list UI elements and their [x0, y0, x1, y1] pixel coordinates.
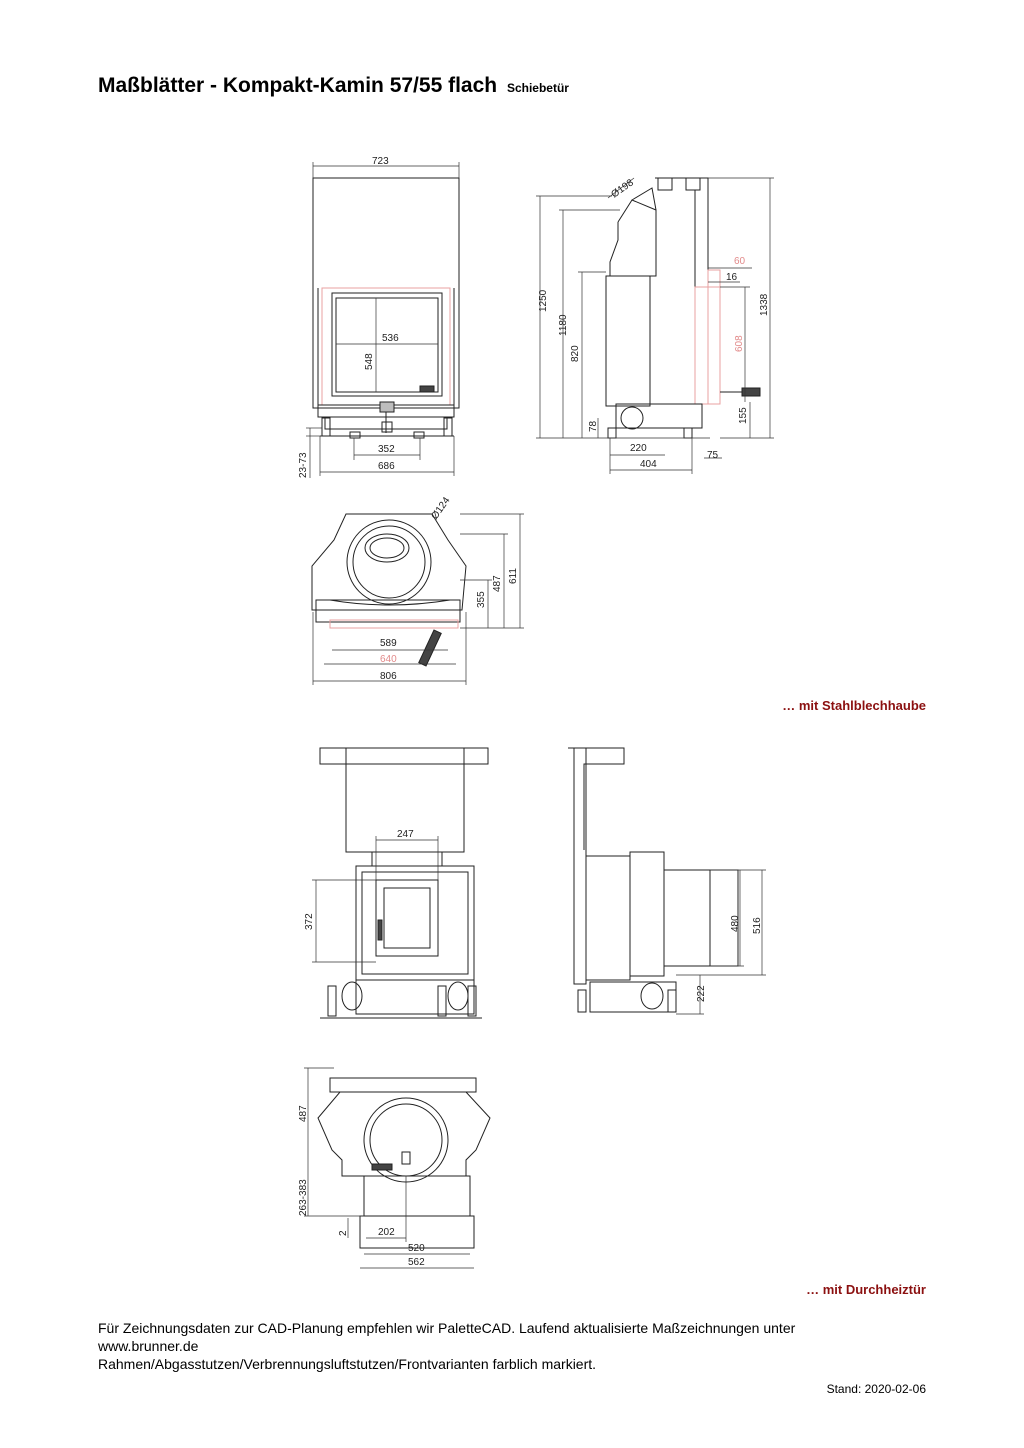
dim-520: 520: [408, 1243, 425, 1254]
dim-247: 247: [397, 829, 414, 840]
dim-155: 155: [738, 407, 749, 424]
top-view-drawing: [312, 495, 524, 685]
side-view-drawing: [536, 177, 774, 474]
dim-516: 516: [752, 917, 763, 934]
dim-263-383: 263-383: [298, 1179, 309, 1216]
dim-60: 60: [734, 256, 746, 267]
front-view-door-drawing: [304, 748, 488, 1018]
dim-372: 372: [304, 913, 315, 930]
dim-820: 820: [570, 345, 581, 362]
dim-806: 806: [380, 671, 397, 682]
footer-line-1: Für Zeichnungsdaten zur CAD-Planung empfehlen wir PaletteCAD. Laufend aktualisierte Maßzeichnungen unter: [98, 1320, 796, 1336]
dim-1250: 1250: [538, 289, 549, 312]
dim-16: 16: [726, 272, 738, 283]
stand-date: Stand: 2020-02-06: [826, 1382, 926, 1396]
dim-686: 686: [378, 461, 395, 472]
dim-222: 222: [696, 985, 707, 1002]
caption-steel-hood: … mit Stahlblechhaube: [782, 698, 926, 713]
dim-202: 202: [378, 1227, 395, 1238]
dim-536: 536: [382, 333, 399, 344]
dim-589: 589: [380, 638, 397, 649]
dim-404: 404: [640, 459, 657, 470]
dim-480: 480: [730, 915, 741, 932]
dim-723: 723: [372, 156, 389, 167]
dim-355: 355: [476, 591, 487, 608]
dim-2: 2: [338, 1230, 349, 1236]
dim-d198: Ø198: [609, 177, 636, 201]
dim-562: 562: [408, 1257, 425, 1268]
top-view-door-drawing: [298, 1068, 490, 1268]
dim-d124: Ø124: [429, 495, 453, 522]
title-sub: Schiebetür: [506, 81, 569, 95]
dim-487: 487: [492, 575, 503, 592]
caption-through-door: … mit Durchheiztür: [806, 1282, 926, 1297]
dim-608: 608: [734, 335, 745, 352]
dim-352: 352: [378, 444, 395, 455]
title-main: Maßblätter - Kompakt-Kamin 57/55 flach: [98, 74, 498, 97]
dim-548: 548: [364, 353, 375, 370]
dim-640: 640: [380, 654, 397, 665]
dim-75: 75: [707, 450, 719, 461]
front-view-drawing: [298, 156, 459, 478]
dim-611: 611: [508, 568, 519, 584]
side-view-door-drawing: [568, 748, 766, 1014]
dim-487b: 487: [298, 1105, 309, 1122]
dim-1180: 1180: [558, 314, 569, 336]
dim-220: 220: [630, 443, 647, 454]
footer-link-brunner[interactable]: www.brunner.de: [98, 1338, 199, 1354]
dim-23-73: 23-73: [298, 452, 309, 478]
dim-1338: 1338: [759, 293, 770, 316]
dim-78: 78: [588, 420, 599, 432]
footer-line-3: Rahmen/Abgasstutzen/Verbrennungsluftstutzen/Frontvarianten farblich markiert.: [98, 1356, 597, 1372]
